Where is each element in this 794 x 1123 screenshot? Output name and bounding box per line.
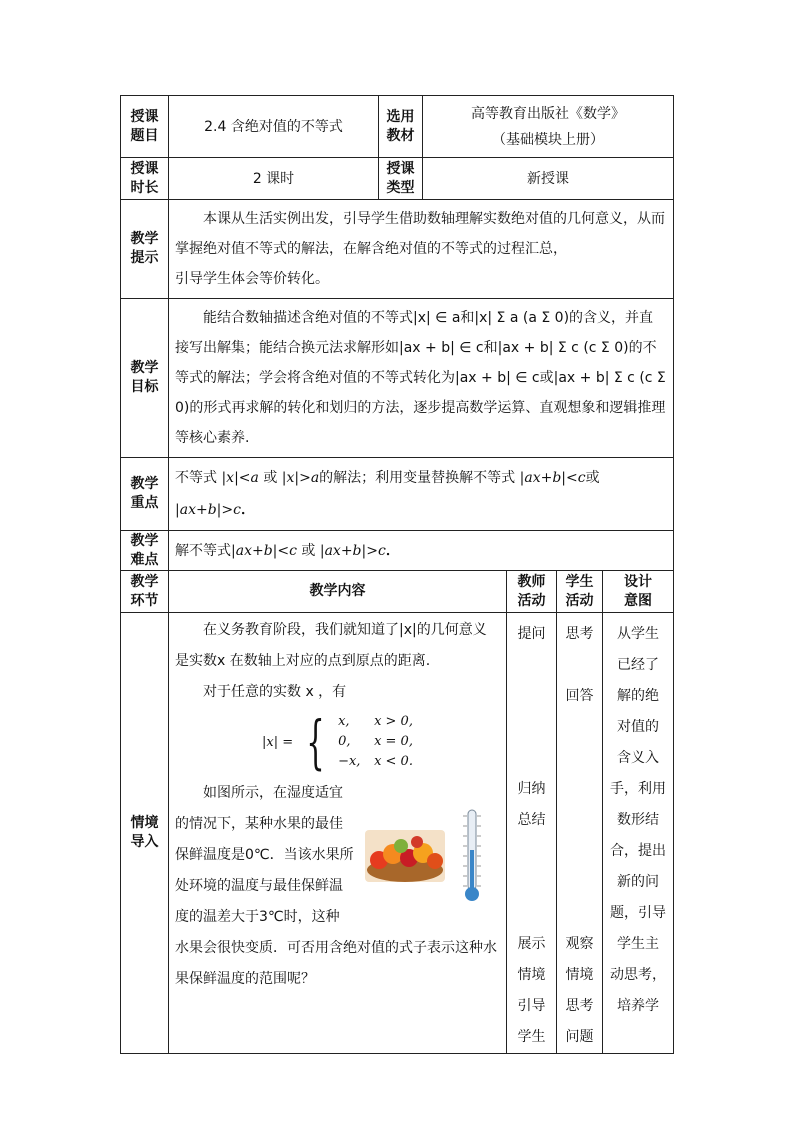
- student-activity-item: [561, 650, 598, 681]
- cases-lhs: |x| =: [262, 734, 294, 750]
- design-intent-item: 学生主: [617, 936, 659, 952]
- design-intent-item: 含义入: [617, 750, 659, 766]
- design-intent-item: 对值的: [617, 719, 659, 735]
- case-row: −x, x < 0.: [338, 754, 413, 769]
- student-activity-item: [561, 836, 598, 867]
- student-activity-item: 观察: [565, 936, 594, 952]
- situation-p2: 对于任意的实数 x ，有: [203, 684, 347, 700]
- student-activity-item: 思考: [565, 998, 594, 1014]
- teacher-activity-item: 展示: [517, 936, 546, 952]
- teacher-activity-item: [511, 743, 552, 774]
- teacher-activity-item: 情境: [517, 967, 546, 983]
- hints-text2: 引导学生体会等价转化。: [175, 271, 329, 287]
- situation-content: [169, 613, 507, 1054]
- teacher-activity-item: 引导: [517, 998, 546, 1014]
- situation-p3: 如图所示，在湿度适宜的情况下，某种水果的最佳保鲜温度是0℃．当该水果所处环境的温度与最佳保鲜温度的温差大于3℃时，这种: [175, 785, 354, 925]
- hints-text: [169, 200, 674, 299]
- difficulties-text: 解不等式|ax+b|<c 或 |ax+b|>c．: [169, 531, 674, 571]
- col-stage: 教学 环节: [121, 571, 169, 613]
- student-activity-item: [561, 867, 598, 898]
- teacher-activity-item: 总结: [517, 812, 546, 828]
- student-activity-item: 思考: [565, 626, 594, 642]
- col-design: 设计 意图: [603, 571, 674, 613]
- textbook-line2: （基础模块上册）: [492, 131, 604, 148]
- student-activity-item: 问题: [565, 1029, 594, 1045]
- goals-label: 教学 目标: [121, 299, 169, 458]
- difficulties-label: 教学 难点: [121, 531, 169, 571]
- teacher-activity-item: [511, 836, 552, 867]
- student-activity-item: 情境: [565, 967, 594, 983]
- teacher-activity-item: 归纳: [517, 781, 546, 797]
- cases-rows: [338, 712, 413, 772]
- case-row: x, x > 0,: [338, 714, 413, 729]
- left-brace-icon: {: [306, 708, 325, 776]
- col-teacher: 教师 活动: [507, 571, 557, 613]
- student-activity-item: [561, 774, 598, 805]
- course-title: 2.4 含绝对值的不等式: [169, 96, 379, 158]
- hours-label: 授课 时长: [121, 158, 169, 200]
- type-value: 新授课: [423, 158, 674, 200]
- hours-value: 2 课时: [169, 158, 379, 200]
- key-points-line1: 不等式 |x|<a 或 |x|>a的解法；利用变量替换解不等式 |ax+b|<c或: [175, 470, 600, 486]
- student-activity-item: [561, 898, 598, 929]
- design-intent-item: 新的问: [617, 874, 659, 890]
- thermometer-icon: [457, 806, 487, 906]
- student-activity-item: [561, 712, 598, 743]
- hints-label: 教学 提示: [121, 200, 169, 299]
- fruit-basket-icon: [365, 830, 445, 882]
- teacher-activity-item: 提问: [517, 626, 546, 642]
- teacher-activity-item: [511, 681, 552, 712]
- teacher-activity-item: 学生: [517, 1029, 546, 1045]
- student-activity: [557, 613, 603, 1054]
- col-content: 教学内容: [169, 571, 507, 613]
- design-intent-item: 题，引导: [610, 905, 666, 921]
- student-activity-item: [561, 743, 598, 774]
- abs-definition-cases: [175, 708, 500, 776]
- course-label: 授课 题目: [121, 96, 169, 158]
- key-points-line2: |ax+b|>c．: [175, 502, 255, 518]
- design-intent: [603, 613, 674, 1054]
- case-row: 0, x = 0,: [338, 734, 413, 749]
- teacher-activity-item: [511, 712, 552, 743]
- design-intent-item: 手，利用: [610, 781, 666, 797]
- student-activity-item: [561, 805, 598, 836]
- situation-p1: 在义务教育阶段，我们就知道了|x|的几何意义是实数x 在数轴上对应的点到原点的距离.: [175, 622, 487, 669]
- situation-stage: 情境 导入: [121, 613, 169, 1054]
- goals-text: 能结合数轴描述含绝对值的不等式|x| ∈ a和|x| Σ a (a Σ 0)的含义，并直接写出解集；能结合换元法求解形如|ax + b| ∈ c和|ax + b| Σ c (c Σ 0)的不等式的解法；学会将含绝对值的不等式转化为|ax + b| ∈ c或|ax + b| Σ c (c Σ 0)的形式再求解的转化和划归的方法，逐步提高数学运算、直观想象和逻辑推理等核心素养.: [169, 299, 674, 458]
- textbook-label: 选用 教材: [379, 96, 423, 158]
- key-points-label: 教学 重点: [121, 458, 169, 531]
- fruit-figure-block: [175, 778, 500, 933]
- teacher-activity-item: [511, 650, 552, 681]
- design-intent-item: 已经了: [617, 657, 659, 673]
- key-points-text: [169, 458, 674, 531]
- design-intent-item: 动思考，: [610, 967, 666, 983]
- student-activity-item: 回答: [565, 688, 594, 704]
- design-intent-item: 合，提出: [610, 843, 666, 859]
- design-intent-item: 培养学: [617, 998, 659, 1014]
- type-label: 授课 类型: [379, 158, 423, 200]
- col-student: 学生 活动: [557, 571, 603, 613]
- design-intent-item: 解的绝: [617, 688, 659, 704]
- teacher-activity-item: [511, 898, 552, 929]
- teacher-activity: [507, 613, 557, 1054]
- situation-p4: 水果会很快变质．可否用含绝对值的式子表示这种水果保鲜温度的范围呢？: [175, 940, 497, 987]
- lesson-plan-table: [120, 95, 674, 1054]
- teacher-activity-item: [511, 867, 552, 898]
- design-intent-item: 从学生: [617, 626, 659, 642]
- design-intent-item: 数形结: [617, 812, 659, 828]
- textbook-value: [423, 96, 674, 158]
- textbook-line1: 高等教育出版社《数学》: [471, 105, 625, 122]
- hints-text1: 本课从生活实例出发，引导学生借助数轴理解实数绝对值的几何意义，从而掌握绝对值不等式的解法，在解含绝对值的不等式的过程汇总，: [175, 211, 665, 257]
